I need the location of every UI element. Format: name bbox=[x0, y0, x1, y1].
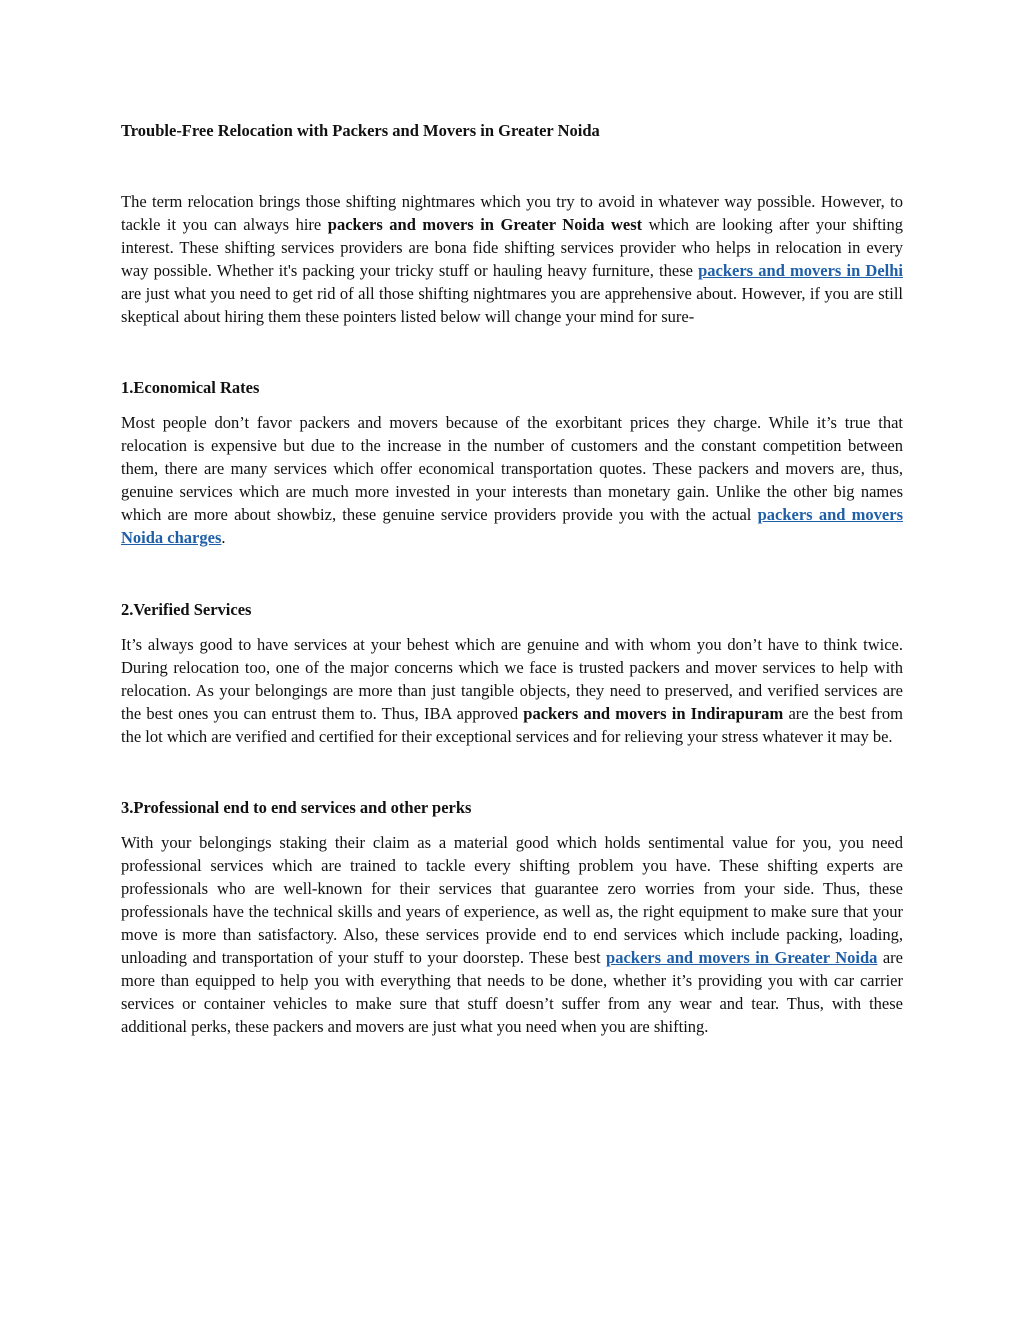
document-page bbox=[121, 120, 903, 1039]
intro-text-2: which are looking after your shifting interest. These shifting services providers are bona fide shifting services provider who helps in relocation in every way possible. Whether it's packing your tricky stuff or hauling heavy furniture, these bbox=[121, 214, 903, 280]
section-3-text-2: are more than equipped to help you with everything that needs to be done, whether it’s providing you with car carrier services or container vehicles to make sure that stuff doesn’t suffer from any wear and tear. Thus, with these additional perks, these packers and movers are just what you need when you are shifting. bbox=[121, 947, 903, 1036]
intro-text-1: The term relocation brings those shifting nightmares which you try to avoid in whatever way possible. However, to tackle it you can always hire bbox=[121, 192, 903, 234]
section-2-text-1: It’s always good to have services at your behest which are genuine and with whom you don’t have to think twice. During relocation too, one of the major concerns which we face is trusted packers and mover services to help with relocation. As your belongings are more than just tangible objects, they need to preserved, and verified services are the best ones you can entrust them to. Thus, IBA approved bbox=[121, 634, 903, 723]
section-3-text-1: With your belongings staking their claim as a material good which holds sentimental value for you, you need professional services which are trained to tackle every shifting problem you have. These shifting experts are professionals who are well-known for their services that guarantee zero worries from your side. Thus, these professionals have the technical skills and years of experience, as well as, the right equipment to make sure that your move is more than satisfactory. Also, these services provide end to end services which include packing, loading, unloading and transportation of your stuff to your doorstep. These best bbox=[121, 833, 903, 967]
section-heading-professional-services: 3.Professional end to end services and other perks bbox=[121, 798, 472, 818]
link-packers-movers-delhi[interactable]: packers and movers in Delhi bbox=[698, 260, 903, 280]
intro-text-3: are just what you need to get rid of all those shifting nightmares you are apprehensive about. However, if you are still skeptical about hiring them these pointers listed below will change your mind for sure- bbox=[121, 283, 903, 326]
section-heading-verified-services: 2.Verified Services bbox=[121, 599, 252, 619]
link-packers-movers-noida-charges[interactable]: packers and movers Noida charges bbox=[121, 505, 903, 547]
section-heading-economical-rates: 1.Economical Rates bbox=[121, 378, 260, 398]
link-packers-movers-greater-noida[interactable]: packers and movers in Greater Noida bbox=[606, 947, 878, 967]
section-2-bold-phrase: packers and movers in Indirapuram bbox=[523, 703, 784, 723]
section-1-text-1: Most people don’t favor packers and movers because of the exorbitant prices they charge. While it’s true that relocation is expensive but due to the increase in the number of customers and the constant competition between them, there are many services which offer economical transportation quotes. These packers and movers are, thus, genuine services which are much more invested in your interests than monetary gain. Unlike the other big names which are more about showbiz, these genuine service providers provide you with the actual bbox=[121, 413, 903, 525]
document-title: Trouble-Free Relocation with Packers and Movers in Greater Noida bbox=[121, 121, 600, 140]
section-paragraph-professional-services bbox=[121, 832, 903, 1038]
section-paragraph-economical-rates bbox=[121, 412, 903, 549]
section-paragraph-verified-services bbox=[121, 634, 903, 749]
section-2-text-2: are the best from the lot which are verified and certified for their exceptional services and for relieving your stress whatever it may be. bbox=[121, 703, 903, 746]
intro-paragraph bbox=[121, 191, 903, 328]
intro-bold-phrase: packers and movers in Greater Noida west bbox=[327, 214, 643, 234]
section-1-text-2: . bbox=[221, 527, 226, 547]
